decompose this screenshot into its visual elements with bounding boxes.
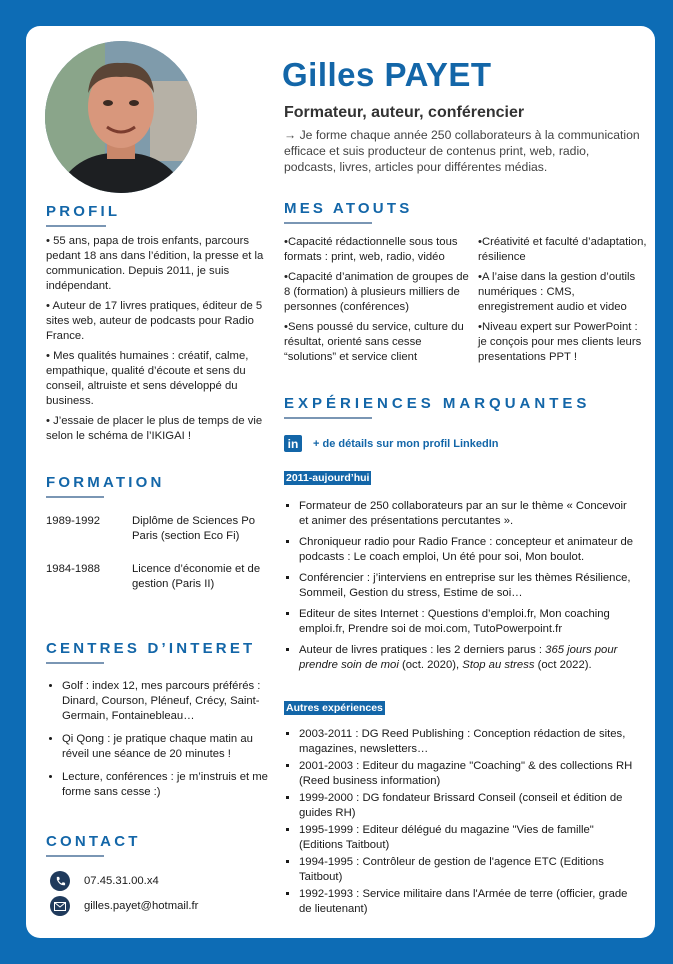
- resume-page: [26, 26, 655, 938]
- interets-section: [46, 640, 255, 664]
- atout-item: •A l’aise dans la gestion d’outils numériques : CMS, enregistrement audio et video: [478, 271, 636, 313]
- experience-item: ▪ 1994-1995 : Contrôleur de gestion de l'agence ETC (Editions Taitbout): [299, 855, 634, 885]
- portrait-illustration: [45, 41, 197, 193]
- atout-item: •Sens poussé du service, culture du résultat, orienté sans cesse “solutions” et service client: [284, 321, 464, 363]
- contact-heading: CONTACT: [46, 833, 141, 850]
- formation-row: [46, 562, 268, 592]
- book-title: Stop au stress: [462, 659, 535, 671]
- experience-item: ▪ 2003-2011 : DG Reed Publishing : Conception rédaction de sites, magazines, newsletters…: [299, 727, 634, 757]
- section-divider: [46, 496, 104, 498]
- atout-item: •Capacité d’animation de groupes de 8 (formation) à plusieurs milliers de personnes (conférences): [284, 271, 469, 313]
- current-experiences: [284, 499, 634, 679]
- formation-label: Licence d’économie et de gestion (Paris II): [132, 563, 261, 590]
- atouts-right: [478, 235, 648, 370]
- section-divider: [46, 855, 104, 857]
- phone-number[interactable]: 07.45.31.00.x4: [84, 875, 159, 887]
- experience-item: ▪ Editeur de sites Internet : Questions d’emploi.fr, Mon coaching emploi.fr, Prendre soi de moi.com, TutoPowerpoint.fr: [299, 607, 634, 637]
- atouts-heading: MES ATOUTS: [284, 200, 413, 217]
- profil-item: • 55 ans, papa de trois enfants, parcours pedant 18 ans dans l’édition, la presse et la communication. Depuis 2011, je suis indépendant.: [46, 235, 264, 292]
- period-badge: 2011-aujourd’hui: [286, 472, 370, 484]
- job-title: Formateur, auteur, conférencier: [284, 104, 525, 121]
- atouts-section: [284, 200, 412, 224]
- formation-list: [46, 514, 268, 592]
- profil-item: • Mes qualités humaines : créatif, calme, empathique, qualité d’écoute et sens du conseil, altruiste et sens développé du business.: [46, 350, 249, 407]
- arrow-icon: →: [284, 128, 297, 142]
- experience-item-author: ▪ Auteur de livres pratiques : les 2 derniers parus : 365 jours pour prendre soin de moi (oct. 2020), Stop au stress (oct 2022).: [299, 643, 634, 673]
- formation-heading: FORMATION: [46, 474, 165, 491]
- current-period: [284, 468, 371, 486]
- phone-icon: [50, 871, 70, 891]
- formation-label: Diplôme de Sciences Po Paris (section Eco Fi): [132, 515, 256, 542]
- section-divider: [284, 417, 372, 419]
- interet-item: • Lecture, conférences : je m’instruis et me forme sans cesse :): [62, 770, 268, 800]
- experiences-heading: EXPÉRIENCES MARQUANTES: [284, 395, 591, 412]
- interets-list: [46, 679, 268, 808]
- section-divider: [284, 222, 372, 224]
- interets-heading: CENTRES D’INTERET: [46, 640, 256, 657]
- experience-item: ▪ 1992-1993 : Service militaire dans l'Armée de terre (officier, grade de lieutenant): [299, 887, 634, 917]
- section-divider: [46, 662, 104, 664]
- formation-row: [46, 514, 268, 544]
- intro-body: Je forme chaque année 250 collaborateurs à la communication efficace et suis producteur de contenus print, web, radio, podcasts, livres, articles pour différentes médias.: [284, 128, 640, 174]
- profil-section: [46, 203, 120, 227]
- experiences-section: [284, 395, 590, 419]
- experience-item: ▪ Chroniqueur radio pour Radio France : concepteur et animateur de podcasts : Le coach emploi, Un été pour soi, Mon boulot.: [299, 535, 634, 565]
- other-experiences: [284, 727, 634, 919]
- period-badge: Autres expériences: [286, 702, 383, 714]
- linkedin-link[interactable]: + de détails sur mon profil LinkedIn: [313, 437, 499, 450]
- linkedin-link-row[interactable]: [284, 435, 499, 452]
- profil-item: • J’essaie de placer le plus de temps de vie selon le schéma de l’IKIGAI !: [46, 415, 263, 442]
- atout-item: •Créativité et faculté d’adaptation, résilience: [478, 236, 647, 263]
- formation-years: 1984-1988: [46, 563, 101, 575]
- person-name: Gilles PAYET: [282, 56, 492, 93]
- linkedin-icon: in: [284, 435, 302, 452]
- experience-item: ▪ Conférencier : j’interviens en entreprise sur les thèmes Résilience, Sommeil, Gestion du stress, Estime de soi…: [299, 571, 634, 601]
- formation-section: [46, 474, 165, 498]
- profil-item: • Auteur de 17 livres pratiques, éditeur de 5 sites web, auteur de podcasts pour Radio France.: [46, 300, 263, 342]
- envelope-icon: [50, 896, 70, 916]
- contact-phone: [50, 871, 159, 891]
- section-divider: [46, 225, 106, 227]
- other-period: [284, 698, 385, 716]
- profile-photo: [45, 41, 197, 193]
- intro-text: [284, 127, 644, 175]
- experience-item: ▪ 2001-2003 : Editeur du magazine "Coaching" & des collections RH (Reed business information): [299, 759, 634, 789]
- interet-item: • Qi Qong : je pratique chaque matin au réveil une séance de 20 minutes !: [62, 732, 268, 762]
- atout-item: •Niveau expert sur PowerPoint : je conçois pour mes clients leurs presentations PPT !: [478, 321, 642, 363]
- book-title: 365 jours pour prendre soin de moi: [299, 644, 618, 671]
- interet-item: • Golf : index 12, mes parcours préférés : Dinard, Courson, Pléneuf, Crécy, Saint-Germain, Fontainebleau…: [62, 679, 268, 724]
- experience-item: ▪ Formateur de 250 collaborateurs par an sur le thème « Concevoir et animer des présentations percutantes ».: [299, 499, 634, 529]
- experience-item: ▪ 1995-1999 : Editeur délégué du magazine "Vies de famille" (Editions Taitbout): [299, 823, 634, 853]
- profil-heading: PROFIL: [46, 203, 121, 220]
- email-address[interactable]: gilles.payet@hotmail.fr: [84, 900, 199, 912]
- contact-email: [50, 896, 198, 916]
- experience-item: ▪ 1999-2000 : DG fondateur Brissard Conseil (conseil et édition de guides RH): [299, 791, 634, 821]
- profil-text: [46, 234, 268, 449]
- atout-item: •Capacité rédactionnelle sous tous formats : print, web, radio, vidéo: [284, 236, 458, 263]
- formation-years: 1989-1992: [46, 515, 101, 527]
- contact-section: [46, 833, 141, 857]
- atouts-left: [284, 235, 470, 370]
